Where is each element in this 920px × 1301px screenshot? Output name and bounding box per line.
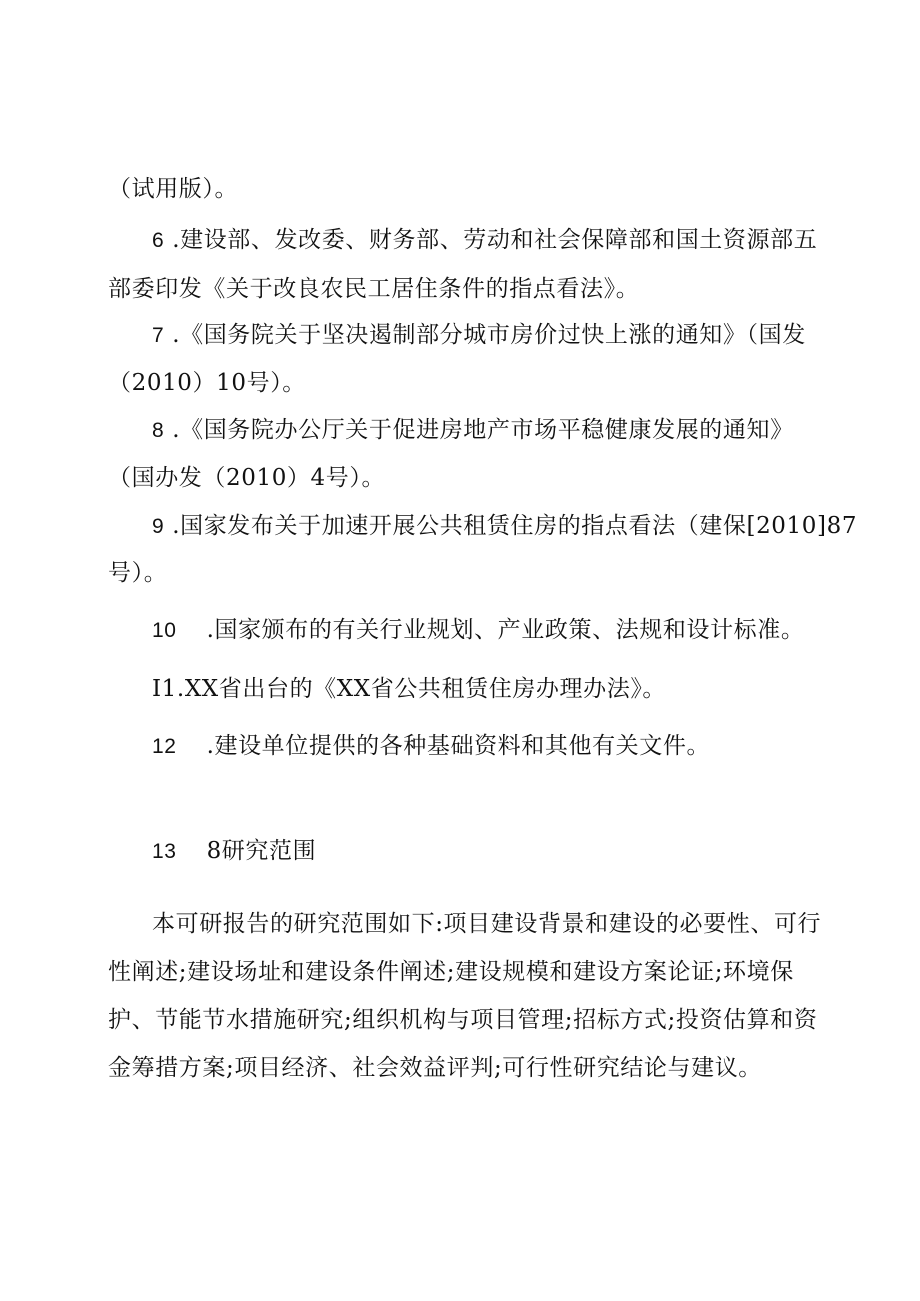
list-item-9 bbox=[152, 511, 872, 542]
section-title: 8研究范围 bbox=[206, 838, 317, 864]
item-text: .建设部、发改委、财务部、劳动和社会保障部和国土资源部五 bbox=[164, 227, 818, 253]
section-number: 13 bbox=[152, 840, 177, 863]
list-item-12 bbox=[152, 731, 872, 762]
list-item-8 bbox=[152, 415, 872, 446]
paragraph-line: 性阐述;建设场址和建设条件阐述;建设规模和建设方案论证;环境保 bbox=[108, 959, 794, 985]
item-number: 10 bbox=[152, 619, 177, 642]
text-line: 部委印发《关于改良农民工居住条件的指点看法》。 bbox=[108, 276, 640, 302]
text-line: 号）。 bbox=[108, 560, 168, 586]
item-number: 12 bbox=[152, 735, 177, 758]
item-text: .国家发布关于加速开展公共租赁住房的指点看法（建保[2010]87 bbox=[164, 513, 858, 539]
item-text: .《国务院关于坚决遏制部分城市房价过快上涨的通知》（国发 bbox=[164, 322, 806, 348]
paragraph-line: 护、节能节水措施研究;组织机构与项目管理;招标方式;投资估算和资 bbox=[108, 1007, 818, 1033]
list-item-11: I1.XX省出台的《XX省公共租赁住房办理办法》。 bbox=[152, 676, 667, 702]
paragraph-line: 金筹措方案;项目经济、社会效益评判;可行性研究结论与建议。 bbox=[108, 1055, 762, 1081]
item-number: 6 bbox=[152, 229, 165, 252]
list-item-10 bbox=[152, 615, 872, 646]
section-heading bbox=[152, 836, 872, 867]
list-item-7 bbox=[152, 320, 872, 351]
item-number: 9 bbox=[152, 515, 165, 538]
list-item-6 bbox=[152, 225, 872, 256]
text-line: （2010）10号）。 bbox=[108, 370, 306, 396]
item-number: 7 bbox=[152, 324, 165, 347]
text-line: （国办发（2010）4号）。 bbox=[108, 465, 386, 491]
paragraph-line: 本可研报告的研究范围如下:项目建设背景和建设的必要性、可行 bbox=[152, 911, 822, 937]
item-text: .建设单位提供的各种基础资料和其他有关文件。 bbox=[206, 733, 711, 759]
item-number: 8 bbox=[152, 419, 165, 442]
item-text: .国家颁布的有关行业规划、产业政策、法规和设计标准。 bbox=[206, 617, 805, 643]
item-text: .《国务院办公厅关于促进房地产市场平稳健康发展的通知》 bbox=[164, 417, 794, 443]
text-line: （试用版）。 bbox=[108, 176, 239, 202]
